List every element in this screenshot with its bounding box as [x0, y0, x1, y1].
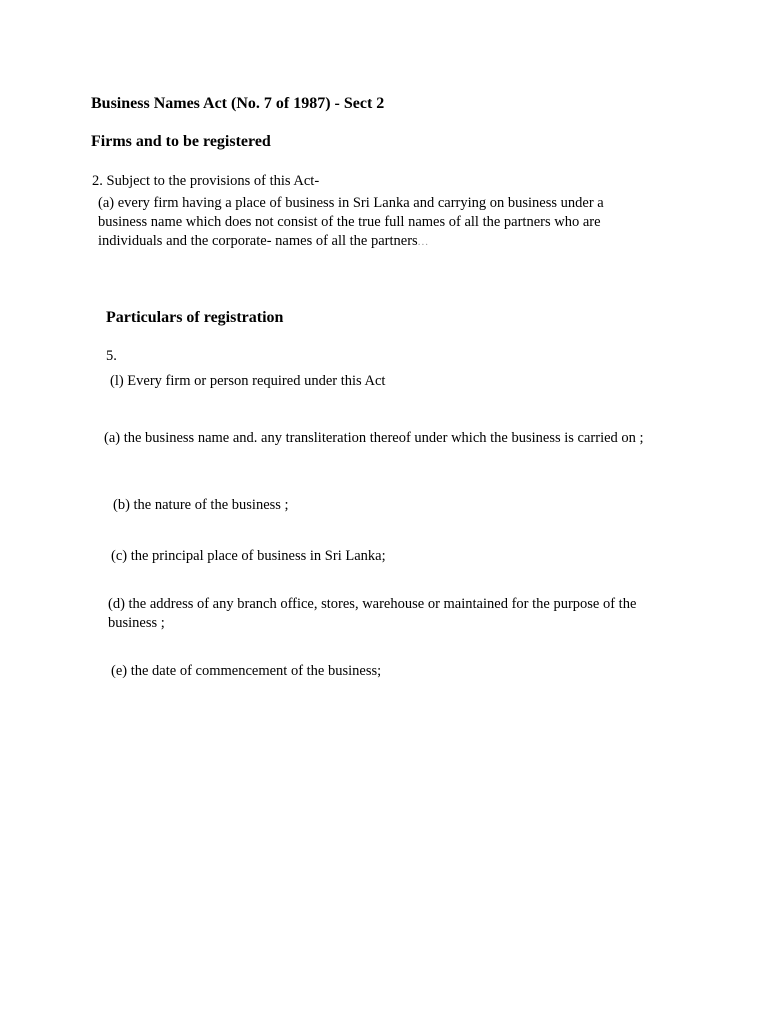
clause-2a-ellipsis: ...	[417, 236, 429, 248]
clause-5-1: (l) Every firm or person required under this Act	[110, 373, 386, 389]
clause-2a-text: (a) every firm having a place of business in Sri Lanka and carrying on business under a business name which does not consist of the true full names of all the partners who are individuals and the corporate- names of all the partners	[98, 195, 604, 249]
item-c: (c) the principal place of business in Sri Lanka;	[111, 548, 386, 564]
document-title: Business Names Act (No. 7 of 1987) - Sect 2	[91, 95, 385, 112]
item-b: (b) the nature of the business ;	[113, 497, 289, 513]
clause-2-intro: 2. Subject to the provisions of this Act-	[92, 173, 320, 189]
clause-2a	[98, 194, 650, 252]
item-d: (d) the address of any branch office, stores, warehouse or maintained for the purpose of the business ;	[108, 596, 637, 631]
item-a: (a) the business name and. any transliteration thereof under which the business is carried on ;	[104, 430, 644, 446]
clause-5-number: 5.	[106, 348, 117, 364]
section-heading: Firms and to be registered	[91, 133, 271, 150]
particulars-heading: Particulars of registration	[106, 309, 284, 326]
item-e: (e) the date of commencement of the business;	[111, 663, 382, 679]
